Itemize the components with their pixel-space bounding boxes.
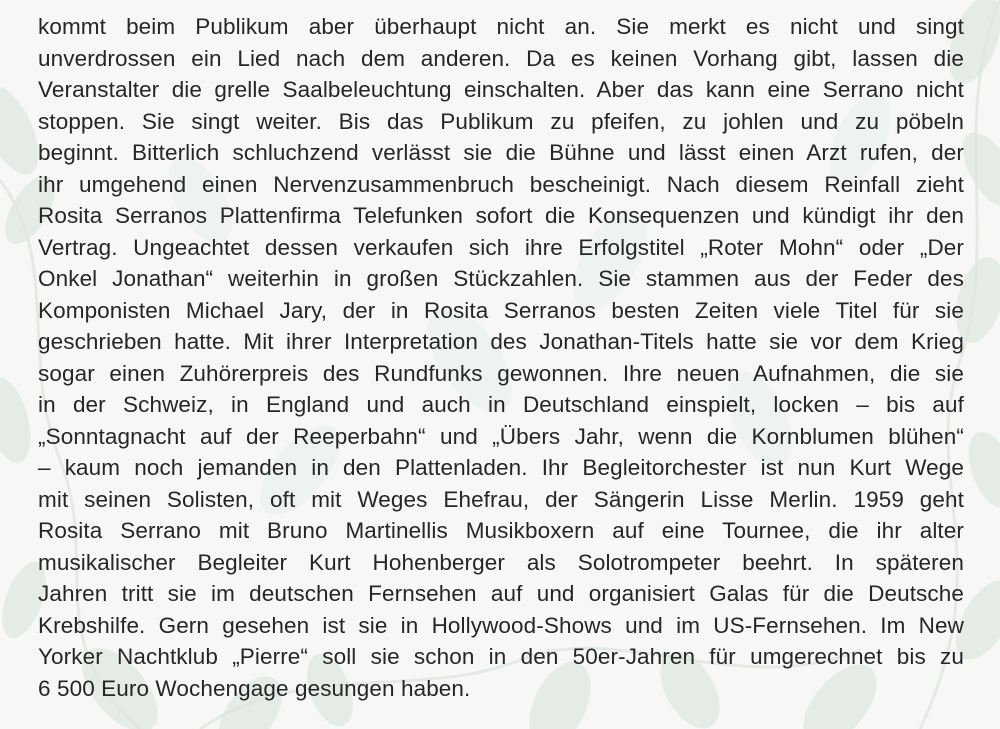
text-line: Rosita Serranos Plattenfirma Telefunken sofort die Konsequenzen und kündigt ihr den: [38, 203, 964, 228]
text-line-last: 6 500 Euro Wochengage gesungen haben.: [38, 676, 471, 701]
text-line: „Sonntagnacht auf der Reeperbahn“ und „Übers Jahr, wenn die Kornblumen blühen“: [38, 424, 964, 449]
text-line: geschrieben hatte. Mit ihrer Interpretation des Jonathan-Titels hatte sie vor dem Krieg: [38, 329, 964, 354]
text-line: ihr umgehend einen Nervenzusammenbruch bescheinigt. Nach diesem Reinfall zieht: [38, 172, 964, 197]
text-line: Onkel Jonathan“ weiterhin in großen Stückzahlen. Sie stammen aus der Feder des: [38, 266, 964, 291]
text-line: Rosita Serrano mit Bruno Martinellis Musikboxern auf eine Tournee, die ihr alter: [38, 518, 964, 543]
text-line: Veranstalter die grelle Saalbeleuchtung einschalten. Aber das kann eine Serrano nicht: [38, 77, 964, 102]
text-line: musikalischer Begleiter Kurt Hohenberger als Solotrompeter beehrt. In späteren: [38, 550, 964, 575]
text-line: beginnt. Bitterlich schluchzend verlässt sie die Bühne und lässt einen Arzt rufen, der: [38, 140, 964, 165]
text-line: Komponisten Michael Jary, der in Rosita Serranos besten Zeiten viele Titel für sie: [38, 298, 964, 323]
text-line: unverdrossen ein Lied nach dem anderen. Da es keinen Vorhang gibt, lassen die: [38, 46, 964, 71]
text-line: in der Schweiz, in England und auch in Deutschland einspielt, locken – bis auf: [38, 392, 964, 417]
text-line: Krebshilfe. Gern gesehen ist sie in Hollywood-Shows und im US-Fernsehen. Im New: [38, 613, 964, 638]
text-line: kommt beim Publikum aber überhaupt nicht an. Sie merkt es nicht und singt: [38, 14, 964, 39]
text-line: – kaum noch jemanden in den Plattenladen. Ihr Begleitorchester ist nun Kurt Wege: [38, 455, 964, 480]
text-line: Vertrag. Ungeachtet dessen verkaufen sich ihre Erfolgstitel „Roter Mohn“ oder „Der: [38, 235, 964, 260]
text-line: stoppen. Sie singt weiter. Bis das Publikum zu pfeifen, zu johlen und zu pöbeln: [38, 109, 964, 134]
text-line: Jahren tritt sie im deutschen Fernsehen auf und organisiert Galas für die Deutsche: [38, 581, 964, 606]
text-line: mit seinen Solisten, oft mit Weges Ehefrau, der Sängerin Lisse Merlin. 1959 geht: [38, 487, 964, 512]
text-line: sogar einen Zuhörerpreis des Rundfunks gewonnen. Ihre neuen Aufnahmen, die sie: [38, 361, 964, 386]
text-line: Yorker Nachtklub „Pierre“ soll sie schon in den 50er-Jahren für umgerechnet bis zu: [38, 644, 964, 669]
